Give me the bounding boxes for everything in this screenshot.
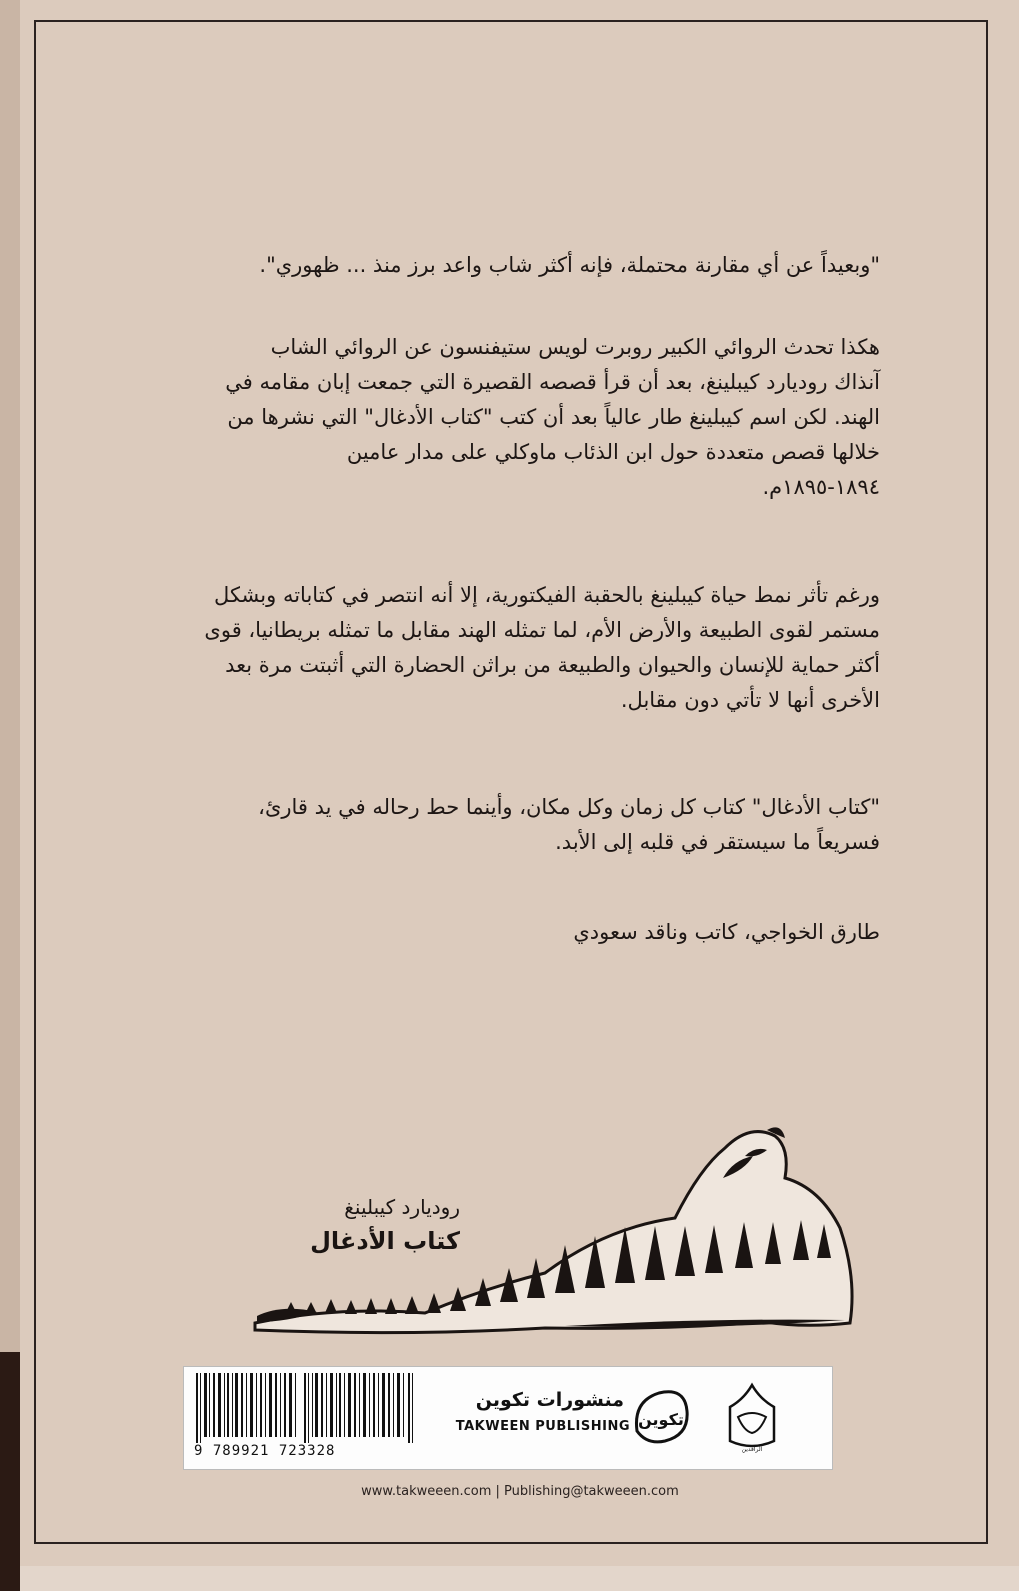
paragraph-1 (160, 330, 880, 505)
publisher-name-arabic: منشورات تكوين (475, 1389, 624, 1411)
paragraph-line: آنذاك روديارد كيبلينغ، بعد أن قرأ قصصه القصيرة التي جمعت إبان مقامه في (225, 370, 880, 394)
opening-quote: "وبعيداً عن أي مقارنة محتملة، فإنه أكثر شاب واعد برز منذ ... ظهوري". (259, 253, 880, 277)
author-name: روديارد كيبلينغ (344, 1195, 460, 1219)
publisher-name-english: TAKWEEN PUBLISHING (455, 1419, 630, 1434)
svg-text:تكوين: تكوين (638, 1410, 684, 1429)
isbn-barcode (194, 1373, 424, 1443)
paragraph-line: مستمر لقوى الطبيعة والأرض الأم، لما تمثله الهند مقابل ما تمثله بريطانيا، قوى (204, 618, 880, 642)
isbn-digits: 9 789921 723328 (194, 1443, 336, 1459)
spine-shadow (0, 1352, 22, 1591)
paragraph-line: ورغم تأثر نمط حياة كيبلينغ بالحقبة الفيكتورية، إلا أنه انتصر في كتاباته وبشكل (214, 583, 880, 607)
paragraph-line: الأخرى أنها لا تأتي دون مقابل. (620, 688, 880, 712)
bottom-edge (20, 1566, 1019, 1591)
book-title: كتاب الأدغال (310, 1227, 460, 1255)
back-cover (20, 0, 1019, 1591)
paragraph-line: فسريعاً ما سيستقر في قلبه إلى الأبد. (555, 830, 880, 854)
barcode-panel (183, 1366, 833, 1470)
takween-logo-icon (629, 1381, 693, 1451)
review-signature: طارق الخواجي، كاتب وناقد سعودي (573, 920, 880, 944)
svg-text:الرافدين: الرافدين (741, 1446, 763, 1453)
paragraph-line: الهند. لكن اسم كيبلينغ طار عالياً بعد أن كتب "كتاب الأدغال" التي نشرها من (227, 405, 880, 429)
paragraph-line: هكذا تحدث الروائي الكبير روبرت لويس ستيفنسون عن الروائي الشاب (270, 335, 880, 359)
paragraph-line: أكثر حماية للإنسان والحيوان والطبيعة من براثن الحضارة التي أثبتت مرة بعد (225, 653, 880, 677)
paragraph-2 (160, 578, 880, 718)
tiger-illustration (245, 1108, 865, 1343)
publisher-contact: www.takweeen.com | Publishing@takweeen.com (361, 1484, 679, 1499)
paragraph-line: ١٨٩٤-١٨٩٥م. (762, 475, 880, 499)
paragraph-line: "كتاب الأدغال" كتاب كل زمان وكل مكان، وأينما حط رحاله في يد قارئ، (258, 795, 880, 819)
paragraph-line: خلالها قصص متعددة حول ابن الذئاب ماوكلي على مدار عامين (346, 440, 880, 464)
publisher-seal-icon (724, 1381, 780, 1455)
paragraph-3 (160, 790, 880, 860)
